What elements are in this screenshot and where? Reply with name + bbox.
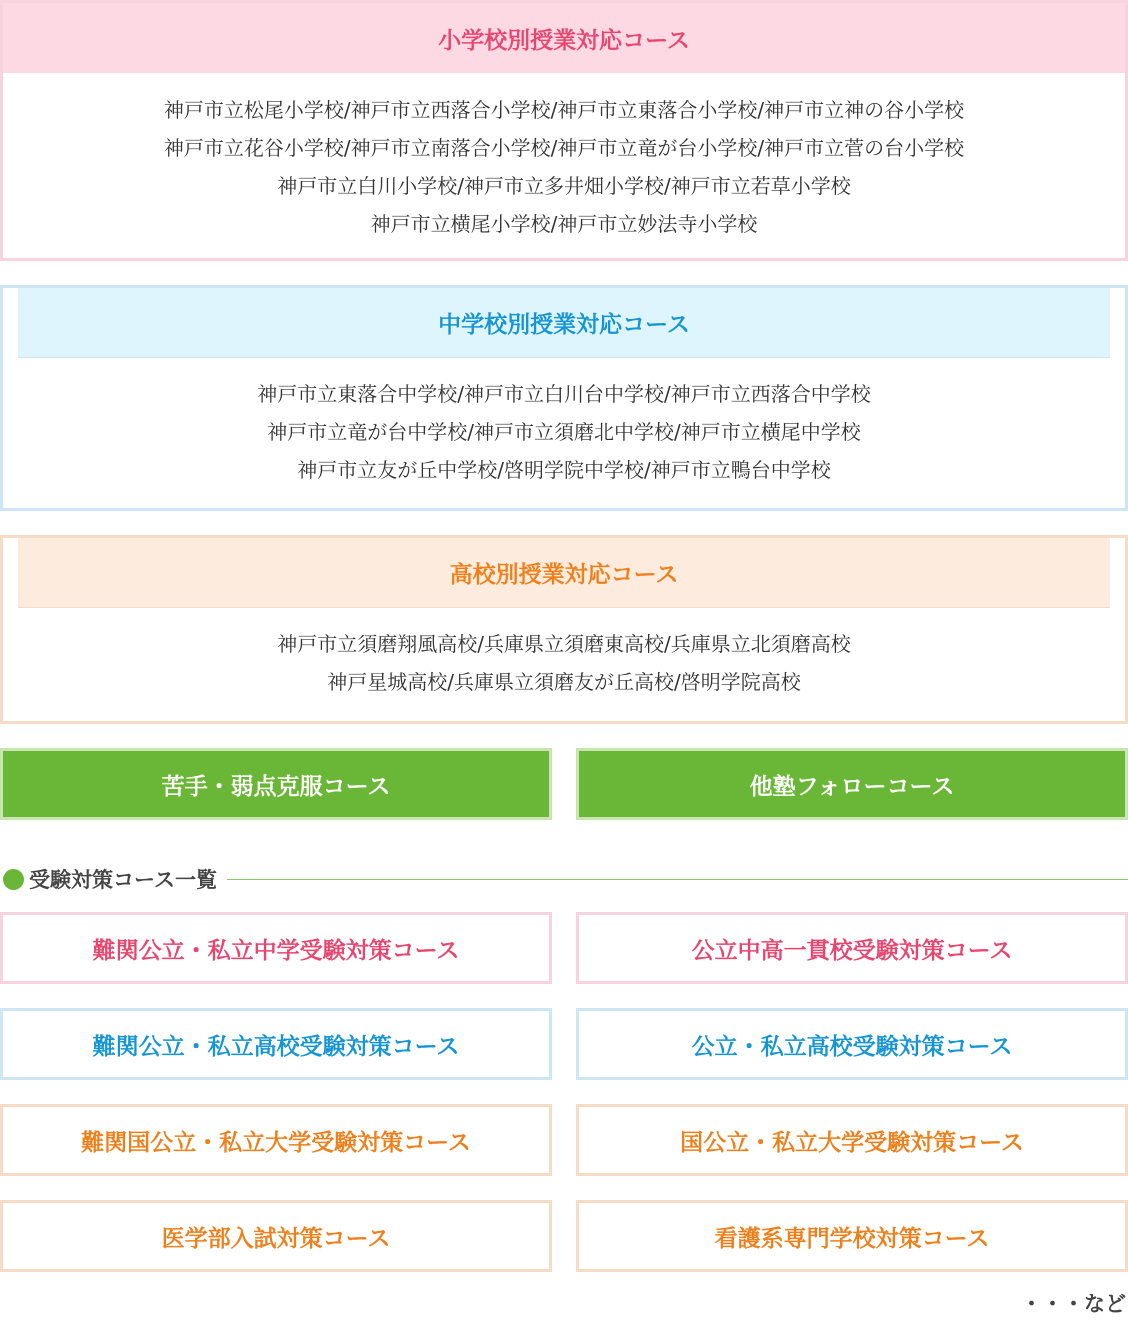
green-dot-icon bbox=[3, 869, 24, 890]
elementary-course-title: 小学校別授業対応コース bbox=[3, 3, 1125, 73]
school-list-line: 神戸市立松尾小学校/神戸市立西落合小学校/神戸市立東落合小学校/神戸市立神の谷小学校 bbox=[163, 98, 965, 122]
exam-course-button[interactable]: 難関公立・私立高校受験対策コース bbox=[0, 1008, 552, 1080]
weakness-course-button[interactable]: 苦手・弱点克服コース bbox=[0, 748, 552, 820]
exam-course-button[interactable]: 医学部入試対策コース bbox=[0, 1200, 552, 1272]
middle-school-course-panel bbox=[0, 285, 1128, 511]
school-list-line: 神戸市立竜が台中学校/神戸市立須磨北中学校/神戸市立横尾中学校 bbox=[267, 420, 861, 444]
exam-course-button[interactable]: 公立中高一貫校受験対策コース bbox=[576, 912, 1128, 984]
exam-course-button[interactable]: 難関公立・私立中学受験対策コース bbox=[0, 912, 552, 984]
exam-course-heading bbox=[0, 862, 1128, 896]
exam-course-button[interactable]: 看護系専門学校対策コース bbox=[576, 1200, 1128, 1272]
high-school-course-panel bbox=[0, 535, 1128, 724]
school-list-line: 神戸市立花谷小学校/神戸市立南落合小学校/神戸市立竜が台小学校/神戸市立菅の台小学校 bbox=[163, 136, 965, 160]
school-list-line: 神戸市立白川小学校/神戸市立多井畑小学校/神戸市立若草小学校 bbox=[277, 174, 851, 198]
middle-school-course-title: 中学校別授業対応コース bbox=[18, 288, 1110, 358]
middle-school-list bbox=[3, 358, 1125, 489]
school-list-line: 神戸星城高校/兵庫県立須磨友が丘高校/啓明学院高校 bbox=[327, 670, 801, 694]
exam-course-button[interactable]: 国公立・私立大学受験対策コース bbox=[576, 1104, 1128, 1176]
school-list-line: 神戸市立東落合中学校/神戸市立白川台中学校/神戸市立西落合中学校 bbox=[257, 382, 871, 406]
exam-course-heading-label: 受験対策コース一覧 bbox=[29, 868, 217, 892]
exam-course-button[interactable]: 公立・私立高校受験対策コース bbox=[576, 1008, 1128, 1080]
other-cram-follow-course-button[interactable]: 他塾フォローコース bbox=[576, 748, 1128, 820]
etc-note: ・・・など bbox=[1021, 1292, 1126, 1316]
elementary-course-panel bbox=[0, 0, 1128, 261]
high-school-list bbox=[3, 608, 1125, 701]
exam-course-button[interactable]: 難関国公立・私立大学受験対策コース bbox=[0, 1104, 552, 1176]
elementary-school-list bbox=[3, 73, 1125, 243]
high-school-course-title: 高校別授業対応コース bbox=[18, 538, 1110, 608]
school-list-line: 神戸市立友が丘中学校/啓明学院中学校/神戸市立鴨台中学校 bbox=[297, 458, 831, 482]
heading-divider bbox=[227, 879, 1128, 880]
school-list-line: 神戸市立須磨翔風高校/兵庫県立須磨東高校/兵庫県立北須磨高校 bbox=[277, 632, 851, 656]
school-list-line: 神戸市立横尾小学校/神戸市立妙法寺小学校 bbox=[370, 212, 758, 236]
